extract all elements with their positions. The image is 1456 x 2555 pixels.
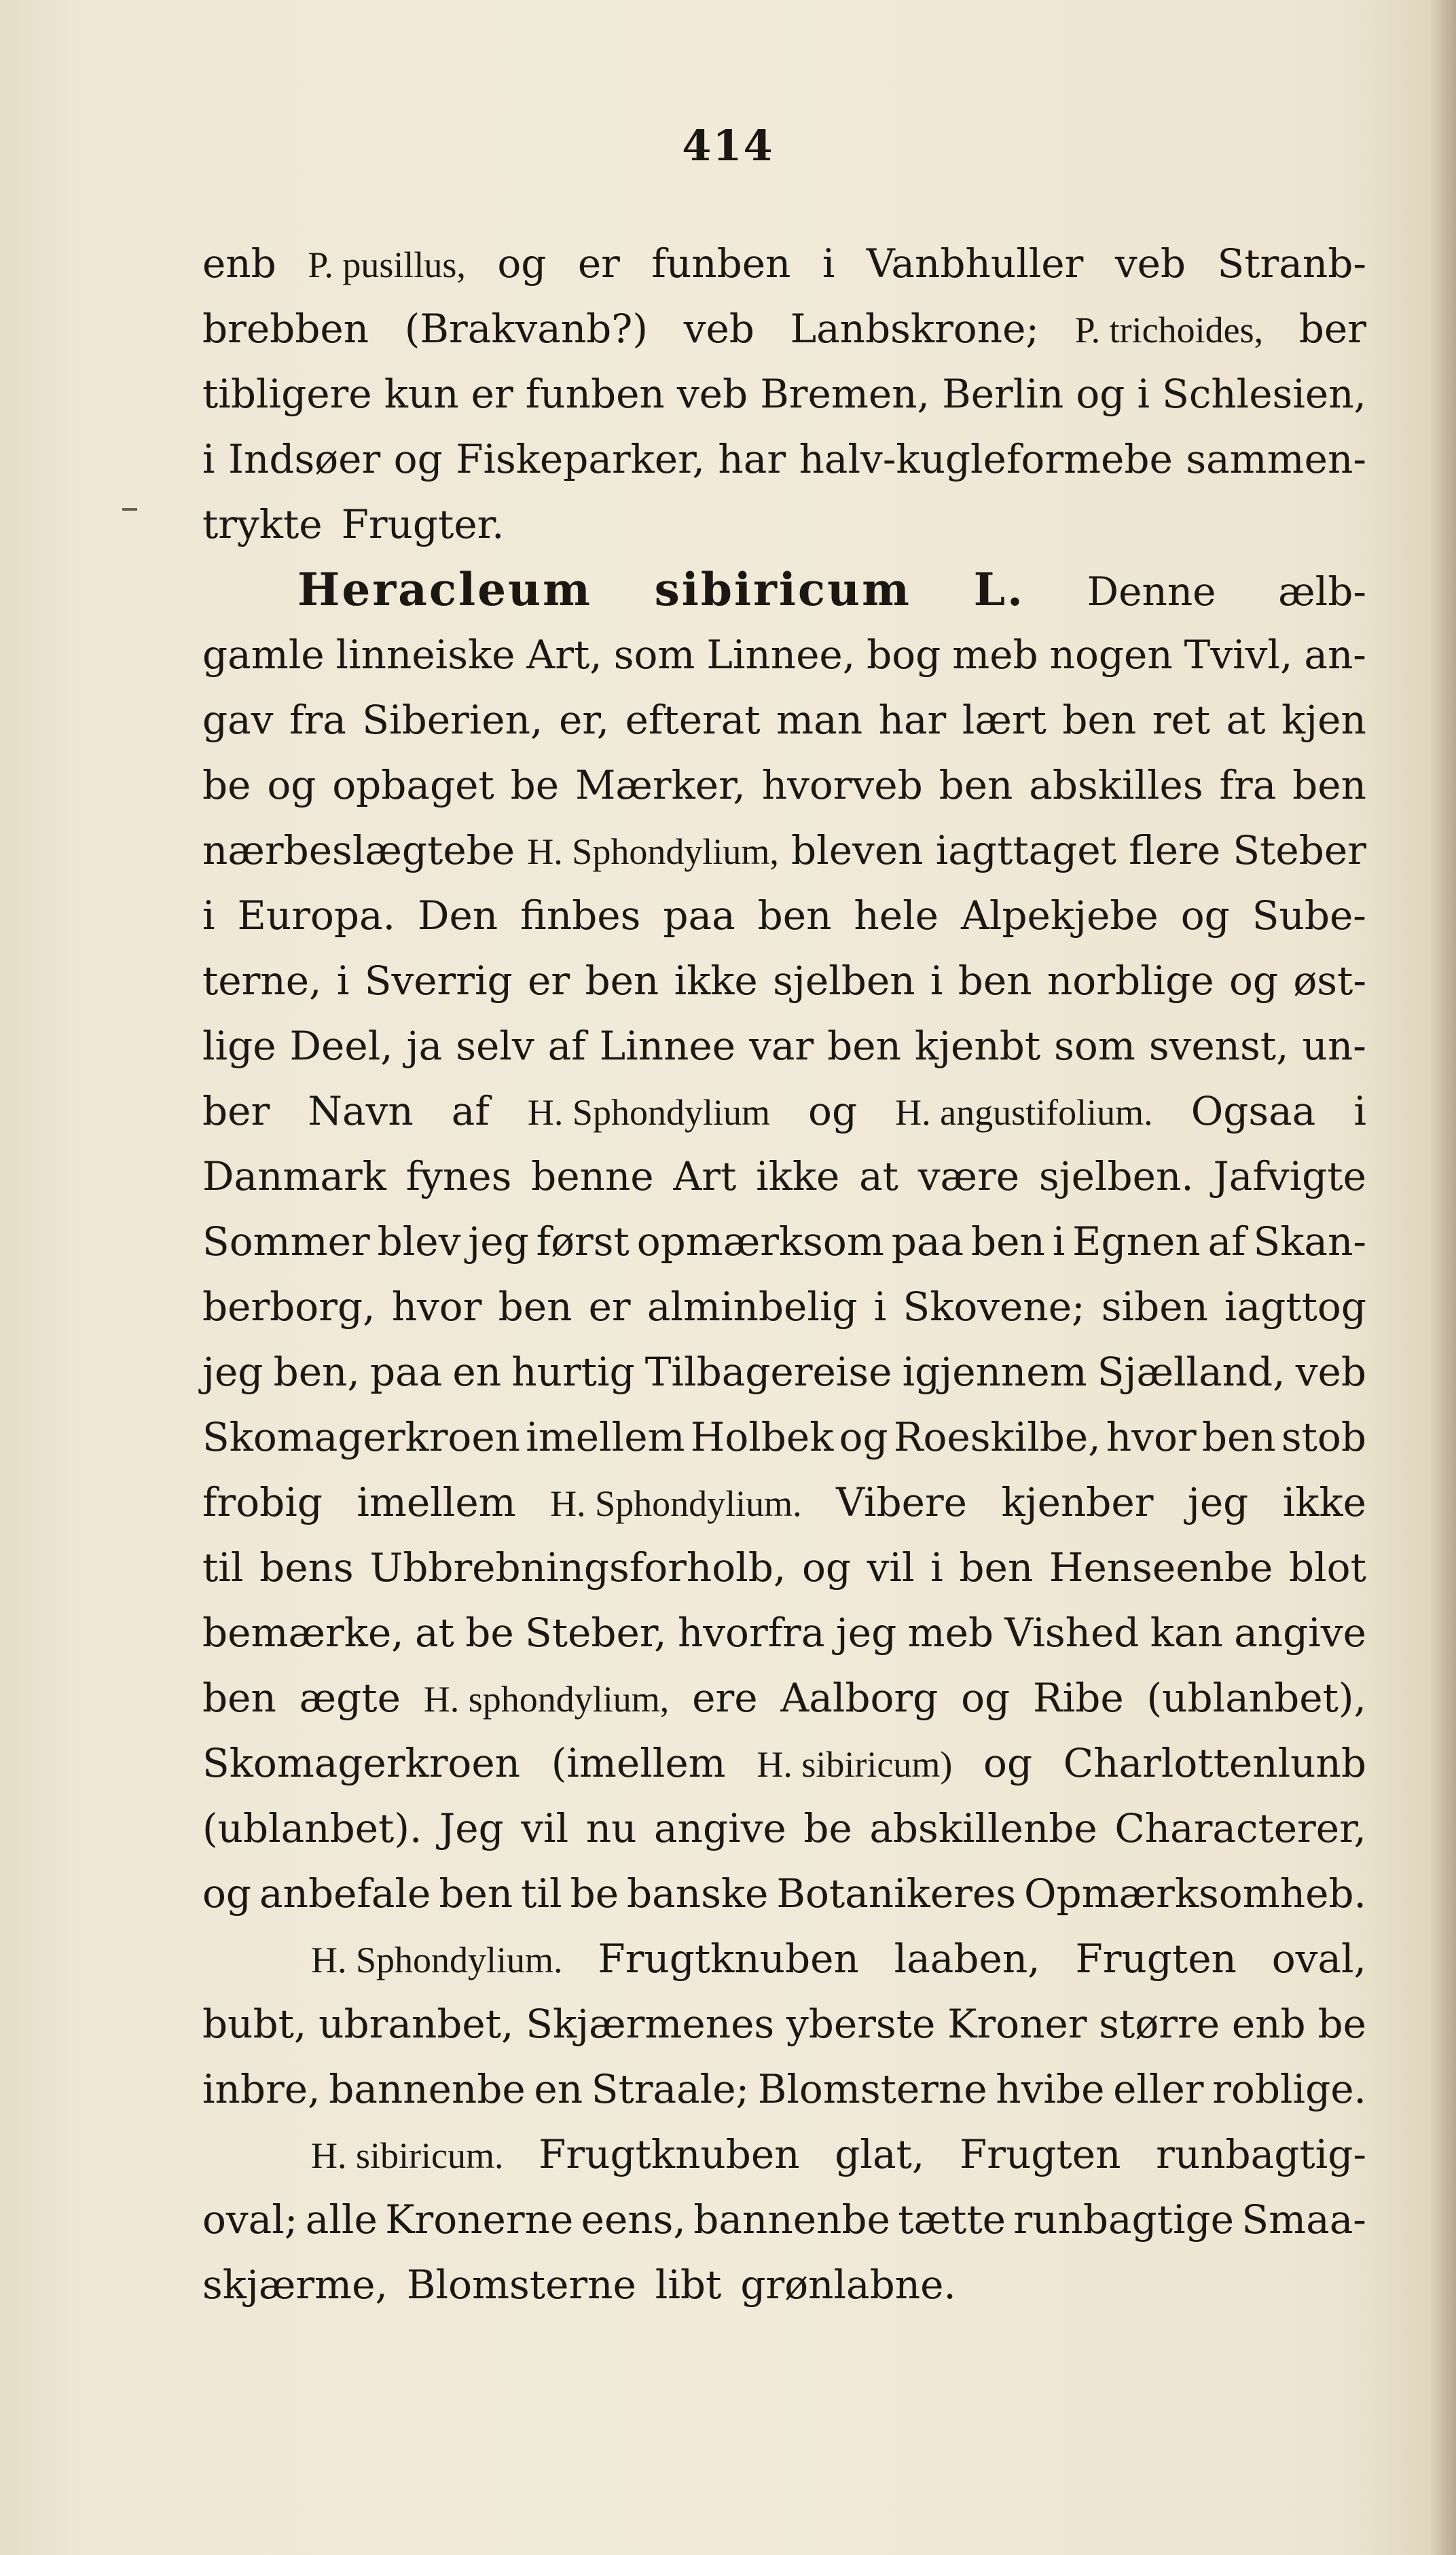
- word: i: [930, 1544, 943, 1591]
- word: i: [1353, 1088, 1366, 1134]
- word: enb: [202, 240, 276, 287]
- word: terne,: [202, 958, 322, 1004]
- word: af: [1207, 1218, 1246, 1265]
- word: Steber,: [524, 1610, 667, 1656]
- word: fra: [1219, 762, 1277, 808]
- word: hvibe: [996, 2066, 1105, 2112]
- word: blev: [377, 1218, 461, 1265]
- word: bens: [259, 1544, 354, 1591]
- margin-mark: [122, 508, 137, 511]
- word: man: [776, 697, 863, 743]
- word: laaben,: [894, 1936, 1040, 1982]
- word: Tilbagereise: [644, 1349, 892, 1395]
- word: fynes: [405, 1153, 512, 1199]
- text-line: [202, 1796, 1366, 1861]
- word: berborg,: [202, 1284, 376, 1330]
- word: Skjærmenes: [526, 2001, 775, 2047]
- word: trykte: [202, 501, 323, 547]
- word: banske: [627, 1870, 769, 1917]
- text-line: [202, 1535, 1366, 1600]
- text-line: [202, 1209, 1366, 1274]
- word: lært: [962, 697, 1046, 743]
- word: norblige: [1046, 958, 1214, 1004]
- body-text: [202, 231, 1366, 2317]
- word: ere: [692, 1675, 758, 1721]
- text-line: [202, 1600, 1366, 1665]
- word: sjelben: [773, 958, 915, 1004]
- word: kjen: [1281, 697, 1366, 743]
- word: Indsøer: [228, 436, 381, 482]
- word: Vanbhuller: [866, 240, 1084, 287]
- word: en: [534, 2066, 583, 2112]
- word: jeg: [202, 1349, 263, 1395]
- text-line: [202, 2056, 1366, 2122]
- text-line: [202, 2187, 1366, 2252]
- text-line: [202, 1861, 1366, 1926]
- word: Smaa-: [1241, 2196, 1366, 2243]
- word: Blomsterne: [757, 2066, 987, 2112]
- word: be: [202, 762, 251, 808]
- page-edge-shadow: [1429, 0, 1456, 2555]
- word: eens,: [581, 2196, 686, 2243]
- word: imellem: [526, 1414, 685, 1460]
- word: libt: [655, 2262, 722, 2308]
- word: er: [471, 371, 513, 417]
- word: an-: [1304, 632, 1366, 678]
- word: først: [536, 1218, 630, 1265]
- word: Denne: [1087, 568, 1216, 615]
- word: har: [718, 436, 786, 482]
- word: iagttaget: [935, 827, 1116, 873]
- word: hvor: [391, 1284, 482, 1330]
- word: glat,: [835, 2131, 925, 2177]
- word: Egnen: [1072, 1218, 1201, 1265]
- word: som: [1054, 1023, 1135, 1069]
- word: ægte: [299, 1675, 401, 1721]
- word: vil: [867, 1544, 915, 1591]
- word: Linnee,: [706, 632, 856, 678]
- word: hvorveb: [761, 762, 923, 808]
- word: funben: [651, 240, 791, 287]
- word: siben: [1101, 1284, 1208, 1330]
- word: kjenber: [1001, 1479, 1154, 1525]
- word: halv-kugleformebe: [799, 436, 1173, 482]
- word: roblige.: [1212, 2066, 1366, 2112]
- word: sammen-: [1186, 436, 1366, 482]
- text-line: [202, 883, 1366, 948]
- word: i: [822, 240, 835, 287]
- word: til: [521, 1870, 562, 1917]
- word: ubranbet,: [318, 2001, 514, 2047]
- word: Bremen,: [760, 371, 930, 417]
- word: be: [465, 1610, 514, 1656]
- word: en: [452, 1349, 502, 1395]
- word: at: [1226, 697, 1266, 743]
- word: angive: [654, 1805, 786, 1851]
- word: oval;: [202, 2196, 298, 2243]
- word: ben: [439, 1870, 513, 1917]
- word: ben: [1292, 762, 1366, 808]
- word: blot: [1289, 1544, 1366, 1591]
- word: tibligere: [202, 371, 372, 417]
- word: ben: [959, 1544, 1034, 1591]
- word: H. Sphondylium.: [550, 1483, 802, 1524]
- word: imellem: [357, 1479, 516, 1525]
- word: Danmark: [202, 1153, 386, 1199]
- word: Siberien,: [362, 697, 543, 743]
- word: ben: [1201, 1414, 1276, 1460]
- word: Linnee: [599, 1023, 736, 1069]
- word: iagttog: [1224, 1284, 1366, 1330]
- word: alminbelig: [647, 1284, 858, 1330]
- word: Straale;: [591, 2066, 750, 2112]
- word: fra: [289, 697, 346, 743]
- word: af: [547, 1023, 586, 1069]
- word: finbes: [520, 892, 641, 939]
- word: tætte: [898, 2196, 1006, 2243]
- word: (Brakvanb?): [404, 306, 649, 352]
- word: hele: [854, 892, 939, 939]
- word: flere: [1129, 827, 1221, 873]
- text-line: [202, 427, 1366, 492]
- text-line: [202, 1665, 1366, 1730]
- word: be: [803, 1805, 852, 1851]
- word: har: [878, 697, 947, 743]
- word: Frugtknuben: [598, 1936, 859, 1982]
- text-line: [202, 1144, 1366, 1209]
- word: un-: [1302, 1023, 1366, 1069]
- word: jeg: [835, 1610, 897, 1656]
- word: og: [839, 1414, 888, 1460]
- word: og: [497, 240, 547, 287]
- word: at: [859, 1153, 898, 1199]
- word: meb: [907, 1610, 994, 1656]
- word: brebben: [202, 306, 369, 352]
- text-line: [202, 1013, 1366, 1079]
- word: øst-: [1293, 958, 1366, 1004]
- word: Mærker,: [575, 762, 746, 808]
- word: Vished: [1004, 1610, 1140, 1656]
- word: oval,: [1271, 1936, 1366, 1982]
- word: ben,: [273, 1349, 360, 1395]
- word: igjennem: [902, 1349, 1087, 1395]
- word: jeg: [468, 1218, 529, 1265]
- text-line: [202, 1339, 1366, 1405]
- word: svenst,: [1148, 1023, 1289, 1069]
- word: kan: [1150, 1610, 1223, 1656]
- word: Jeg: [439, 1805, 504, 1851]
- word: inbre,: [202, 2066, 321, 2112]
- word: Art: [673, 1153, 737, 1199]
- word: linneiske: [335, 632, 515, 678]
- word: Frugten: [1075, 1936, 1237, 1982]
- word: P. pusillus,: [308, 244, 466, 285]
- word: Sube-: [1252, 892, 1366, 939]
- word: og: [393, 436, 443, 482]
- word: nærbeslægtebe: [202, 827, 515, 873]
- word: Charlottenlunb: [1063, 1740, 1366, 1786]
- word: Henseenbe: [1049, 1544, 1273, 1591]
- word: Roeskilbe,: [893, 1414, 1101, 1460]
- word: bog: [867, 632, 941, 678]
- word: Holbek: [690, 1414, 834, 1460]
- word: ikke: [674, 958, 758, 1004]
- word: hurtig: [511, 1349, 635, 1395]
- word: anbefale: [259, 1870, 431, 1917]
- text-line: [202, 2252, 1366, 2317]
- word: Ribe: [1033, 1675, 1124, 1721]
- word: ben: [958, 958, 1032, 1004]
- word: sibiricum: [654, 563, 911, 616]
- word: funben: [525, 371, 665, 417]
- word: til: [202, 1544, 244, 1591]
- word: L.: [973, 563, 1025, 616]
- word: er,: [558, 697, 610, 743]
- word: ber: [202, 1088, 270, 1134]
- word: ben: [202, 1675, 276, 1721]
- word: ret: [1152, 697, 1211, 743]
- word: større: [1099, 2001, 1220, 2047]
- word: kun: [384, 371, 459, 417]
- word: ja: [406, 1023, 443, 1069]
- word: Skovene;: [903, 1284, 1085, 1330]
- word: Ubbrebningsforholb,: [369, 1544, 786, 1591]
- word: Blomsterne: [406, 2262, 636, 2308]
- word: Skan-: [1253, 1218, 1366, 1265]
- word: og: [1076, 371, 1125, 417]
- text-line: [202, 1730, 1366, 1796]
- text-line: [202, 361, 1366, 427]
- word: runbagtige: [1013, 2196, 1234, 2243]
- word: ben: [970, 1218, 1045, 1265]
- word: Steber: [1233, 827, 1366, 873]
- word: ælb-: [1278, 568, 1366, 615]
- word: H. sibiricum): [757, 1744, 953, 1785]
- word: bannenbe: [693, 2196, 890, 2243]
- word: Skomagerkroen: [202, 1740, 521, 1786]
- word: jeg: [1187, 1479, 1249, 1525]
- word: er: [528, 958, 570, 1004]
- word: og: [1180, 892, 1230, 939]
- word: i: [1052, 1218, 1066, 1265]
- word: Frugtknuben: [539, 2131, 800, 2177]
- word: ben: [827, 1023, 901, 1069]
- word: gav: [202, 697, 274, 743]
- word: Frugten: [959, 2131, 1121, 2177]
- word: (ublanbet).: [202, 1805, 422, 1851]
- word: veb: [676, 371, 748, 417]
- word: i: [336, 958, 350, 1004]
- word: nogen: [1049, 632, 1173, 678]
- text-line: [202, 2122, 1366, 2187]
- word: be: [570, 1870, 619, 1917]
- word: efterat: [625, 697, 761, 743]
- word: i: [202, 436, 215, 482]
- word: Navn: [308, 1088, 414, 1134]
- word: Deel,: [289, 1023, 393, 1069]
- word: paa: [369, 1349, 443, 1395]
- word: ber: [1298, 306, 1366, 352]
- word: selv: [456, 1023, 534, 1069]
- word: og: [983, 1740, 1033, 1786]
- word: er: [577, 240, 620, 287]
- word: abskillenbe: [869, 1805, 1097, 1851]
- word: frobig: [202, 1479, 323, 1525]
- word: ben: [1062, 697, 1137, 743]
- text-line: [202, 753, 1366, 818]
- word: Europa.: [237, 892, 396, 939]
- word: vil: [521, 1805, 569, 1851]
- word: yberste: [786, 2001, 936, 2047]
- word: Sjælland,: [1097, 1349, 1286, 1395]
- word: Frugter.: [341, 501, 505, 547]
- text-line: [202, 622, 1366, 687]
- word: i: [202, 892, 215, 939]
- word: bemærke,: [202, 1610, 404, 1656]
- word: veb: [683, 306, 754, 352]
- word: Sverrig: [364, 958, 513, 1004]
- word: angive: [1234, 1610, 1366, 1656]
- word: bannenbe: [329, 2066, 526, 2112]
- word: lige: [202, 1023, 276, 1069]
- word: Kronerne: [385, 2196, 574, 2243]
- word: Jafvigte: [1213, 1153, 1366, 1199]
- text-line: [202, 1274, 1366, 1339]
- word: Sommer: [202, 1218, 370, 1265]
- word: Stranb-: [1217, 240, 1366, 287]
- word: Ogsaa: [1190, 1088, 1316, 1134]
- word: og: [267, 762, 316, 808]
- text-line: [202, 492, 1366, 557]
- word: be: [510, 762, 560, 808]
- word: i: [1137, 371, 1150, 417]
- word: skjærme,: [202, 2262, 388, 2308]
- word: ben: [585, 958, 659, 1004]
- word: hvorfra: [677, 1610, 825, 1656]
- text-line: [202, 948, 1366, 1013]
- word: sjelben.: [1038, 1153, 1194, 1199]
- text-line: [202, 1991, 1366, 2056]
- word: H. sibiricum.: [311, 2135, 504, 2176]
- word: ikke: [1282, 1479, 1366, 1525]
- word: (imellem: [551, 1740, 726, 1786]
- word: Schlesien,: [1162, 371, 1366, 417]
- word: P. trichoides,: [1074, 310, 1264, 350]
- text-line: [202, 1079, 1366, 1144]
- word: er: [588, 1284, 631, 1330]
- word: Aalborg: [780, 1675, 939, 1721]
- word: Opmærksomheb.: [1023, 1870, 1366, 1917]
- word: ben: [498, 1284, 572, 1330]
- word: være: [917, 1153, 1020, 1199]
- page-number: 414: [682, 121, 774, 170]
- word: Characterer,: [1114, 1805, 1366, 1851]
- word: grønlabne.: [740, 2262, 956, 2308]
- word: og: [801, 1544, 851, 1591]
- word: og: [202, 1870, 252, 1917]
- word: benne: [531, 1153, 654, 1199]
- word: H. Sphondylium.: [311, 1940, 563, 1980]
- word: opmærksom: [636, 1218, 884, 1265]
- word: be: [1317, 2001, 1366, 2047]
- word: stob: [1281, 1414, 1366, 1460]
- word: opbaget: [332, 762, 494, 808]
- word: runbagtig-: [1156, 2131, 1366, 2177]
- word: veb: [1114, 240, 1186, 287]
- word: (ublanbet),: [1146, 1675, 1366, 1721]
- word: Tvivl,: [1184, 632, 1293, 678]
- word: Kroner: [947, 2001, 1087, 2047]
- word: paa: [891, 1218, 964, 1265]
- word: H. sphondylium,: [423, 1679, 670, 1720]
- word: Botanikeres: [776, 1870, 1016, 1917]
- word: kjenbt: [914, 1023, 1041, 1069]
- text-line: [202, 231, 1366, 296]
- text-line: [202, 818, 1366, 883]
- text-line: [202, 557, 1366, 622]
- word: som: [613, 632, 695, 678]
- word: at: [414, 1610, 454, 1656]
- word: paa: [663, 892, 735, 939]
- word: ben: [757, 892, 832, 939]
- text-line: [202, 296, 1366, 361]
- text-line: [202, 687, 1366, 753]
- text-line: [202, 1470, 1366, 1535]
- text-line: [202, 1926, 1366, 1991]
- word: og: [961, 1675, 1011, 1721]
- word: i: [930, 958, 943, 1004]
- word: i: [873, 1284, 887, 1330]
- word: Lanbskrone;: [790, 306, 1039, 352]
- word: af: [451, 1088, 490, 1134]
- word: H. Sphondylium: [527, 1092, 770, 1133]
- word: Alpekjebe: [960, 892, 1159, 939]
- word: veb: [1295, 1349, 1366, 1395]
- word: H. angustifolium.: [895, 1092, 1153, 1133]
- word: og: [1228, 958, 1279, 1004]
- word: alle: [305, 2196, 378, 2243]
- word: Vibere: [836, 1479, 967, 1525]
- text-line: [202, 1405, 1366, 1470]
- word: gamle: [202, 632, 325, 678]
- word: Skomagerkroen: [202, 1414, 521, 1460]
- word: Den: [417, 892, 498, 939]
- word: bleven: [791, 827, 924, 873]
- word: meb: [952, 632, 1038, 678]
- word: bubt,: [202, 2001, 307, 2047]
- word: nu: [585, 1805, 637, 1851]
- word: Fiskeparker,: [456, 436, 705, 482]
- word: eller: [1113, 2066, 1204, 2112]
- word: H. Sphondylium,: [527, 831, 779, 872]
- word: abskilles: [1029, 762, 1203, 808]
- word: Berlin: [942, 371, 1064, 417]
- word: ben: [939, 762, 1013, 808]
- word: ikke: [756, 1153, 840, 1199]
- word: Art,: [526, 632, 602, 678]
- word: enb: [1231, 2001, 1306, 2047]
- word: og: [808, 1088, 858, 1134]
- word: Heracleum: [297, 563, 592, 616]
- word: hvor: [1106, 1414, 1197, 1460]
- word: var: [749, 1023, 814, 1069]
